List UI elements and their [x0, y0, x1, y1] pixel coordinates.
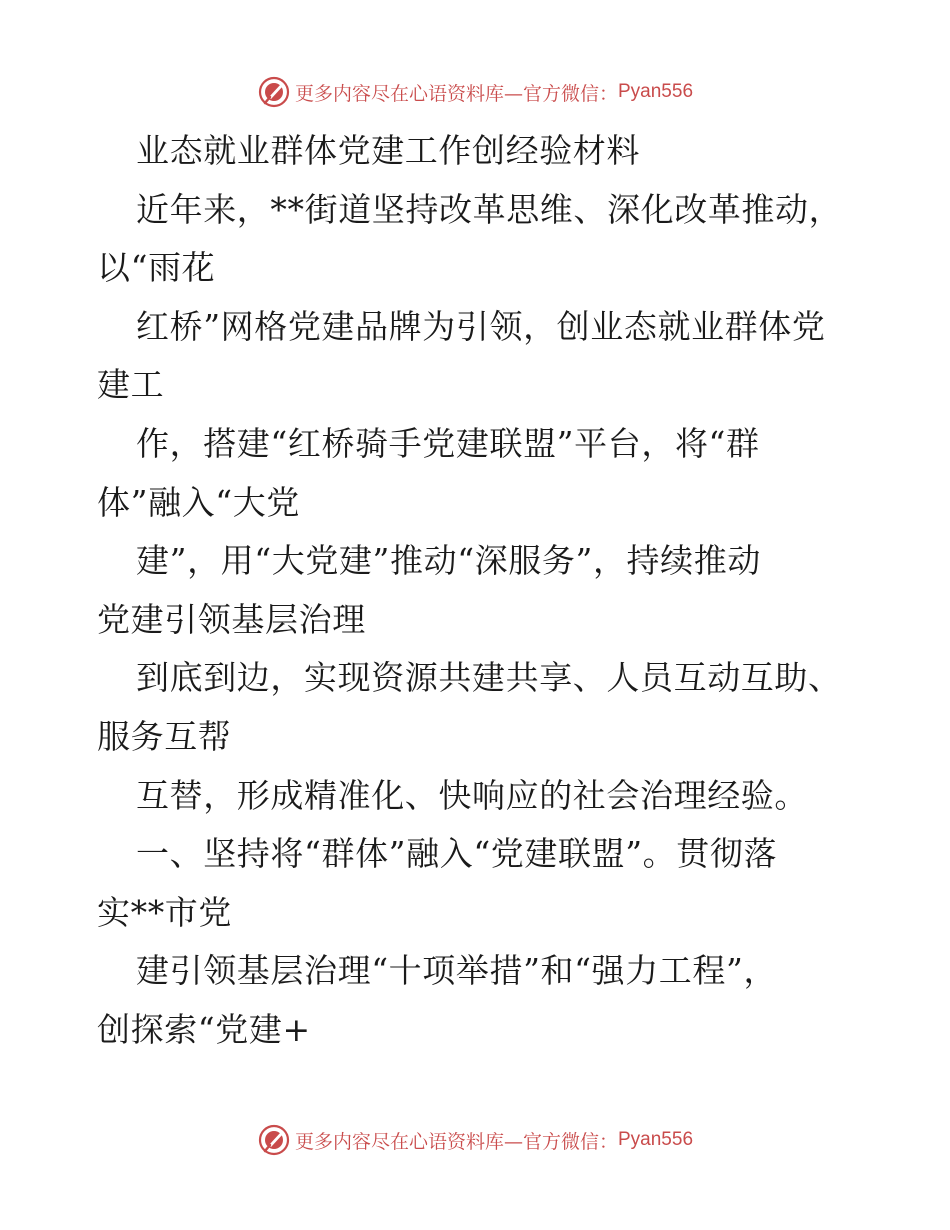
text-line: 实**市党: [97, 892, 232, 932]
wechat-id: Pyan556: [618, 81, 694, 102]
text-line: 以“雨花: [97, 248, 216, 288]
text-line: 体”融入“大党: [97, 482, 300, 522]
text-line: 作，搭建“红桥骑手党建联盟”平台，将“群: [136, 423, 760, 463]
text-line: 红桥”网格党建品牌为引领，创业态就业群体党: [136, 306, 826, 346]
text-line: 创探索“党建+: [97, 1009, 311, 1049]
text-line: 互替，形成精准化、快响应的社会治理经验。: [136, 775, 808, 815]
text-line: 建引领基层治理“十项举措”和“强力工程”，: [136, 951, 778, 991]
text-line: 建工: [97, 365, 165, 405]
text-line: 业态就业群体党建工作创经验材料: [136, 131, 640, 170]
footer-watermark: [0, 1120, 950, 1160]
text-line: 建”，用“大党建”推动“深服务”，持续推动: [136, 541, 761, 581]
quill-logo-icon: [257, 1123, 291, 1157]
watermark-text: 更多内容尽在心语资料库—官方微信：: [294, 82, 618, 105]
text-line: 到底到边，实现资源共建共享、人员互动互助、: [136, 658, 842, 698]
text-line: 服务互帮: [97, 716, 232, 756]
text-line: 近年来，**街道坚持改革思维、深化改革推动，: [136, 189, 843, 229]
wechat-id: Pyan556: [618, 1129, 694, 1150]
watermark-text: 更多内容尽在心语资料库—官方微信：: [294, 1130, 618, 1153]
text-line: 一、坚持将“群体”融入“党建联盟”。贯彻落: [136, 834, 778, 874]
quill-logo-icon: [257, 75, 291, 109]
text-line: 党建引领基层治理: [97, 599, 366, 639]
document-body: [97, 122, 857, 1060]
header-watermark: [0, 72, 950, 112]
